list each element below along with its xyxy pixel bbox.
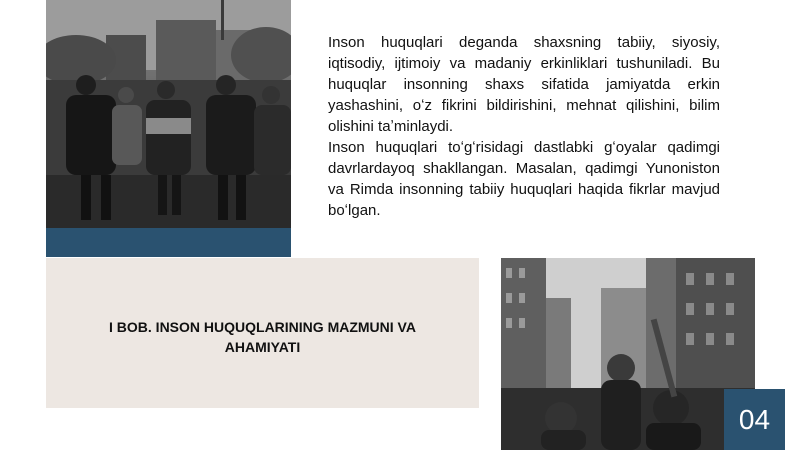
protest-crowd-illustration	[46, 0, 291, 228]
paragraph-definition: Inson huquqlari deganda shaxsning tabiiy, siyosiy, iqtisodiy, ijtimoiy va madaniy erkinliklari tushuniladi. Bu huquqlar insonning shaxs sifatida jamiyatda erkin yashashini, oʻz fikrini bildirishini, mehnat qilishini, bilim olishini taʼminlaydi.	[328, 34, 720, 135]
body-text	[328, 32, 720, 221]
city-street-illustration	[501, 258, 755, 450]
photo-accent-band	[46, 228, 291, 257]
chapter-title: I BOB. INSON HUQUQLARINING MAZMUNI VA AHAMIYATI	[109, 319, 416, 355]
title-box	[46, 258, 479, 408]
city-street-protest-photo	[501, 258, 755, 450]
protest-crowd-photo	[46, 0, 291, 228]
page-number-badge: 04	[724, 389, 785, 450]
paragraph-history: Inson huquqlari toʻgʻrisidagi dastlabki gʻoyalar qadimgi davrlardayoq shakllangan. Masalan, qadimgi Yunoniston va Rimda insonning tabiiy huquqlari haqida fikrlar mavjud boʻlgan.	[328, 139, 720, 219]
